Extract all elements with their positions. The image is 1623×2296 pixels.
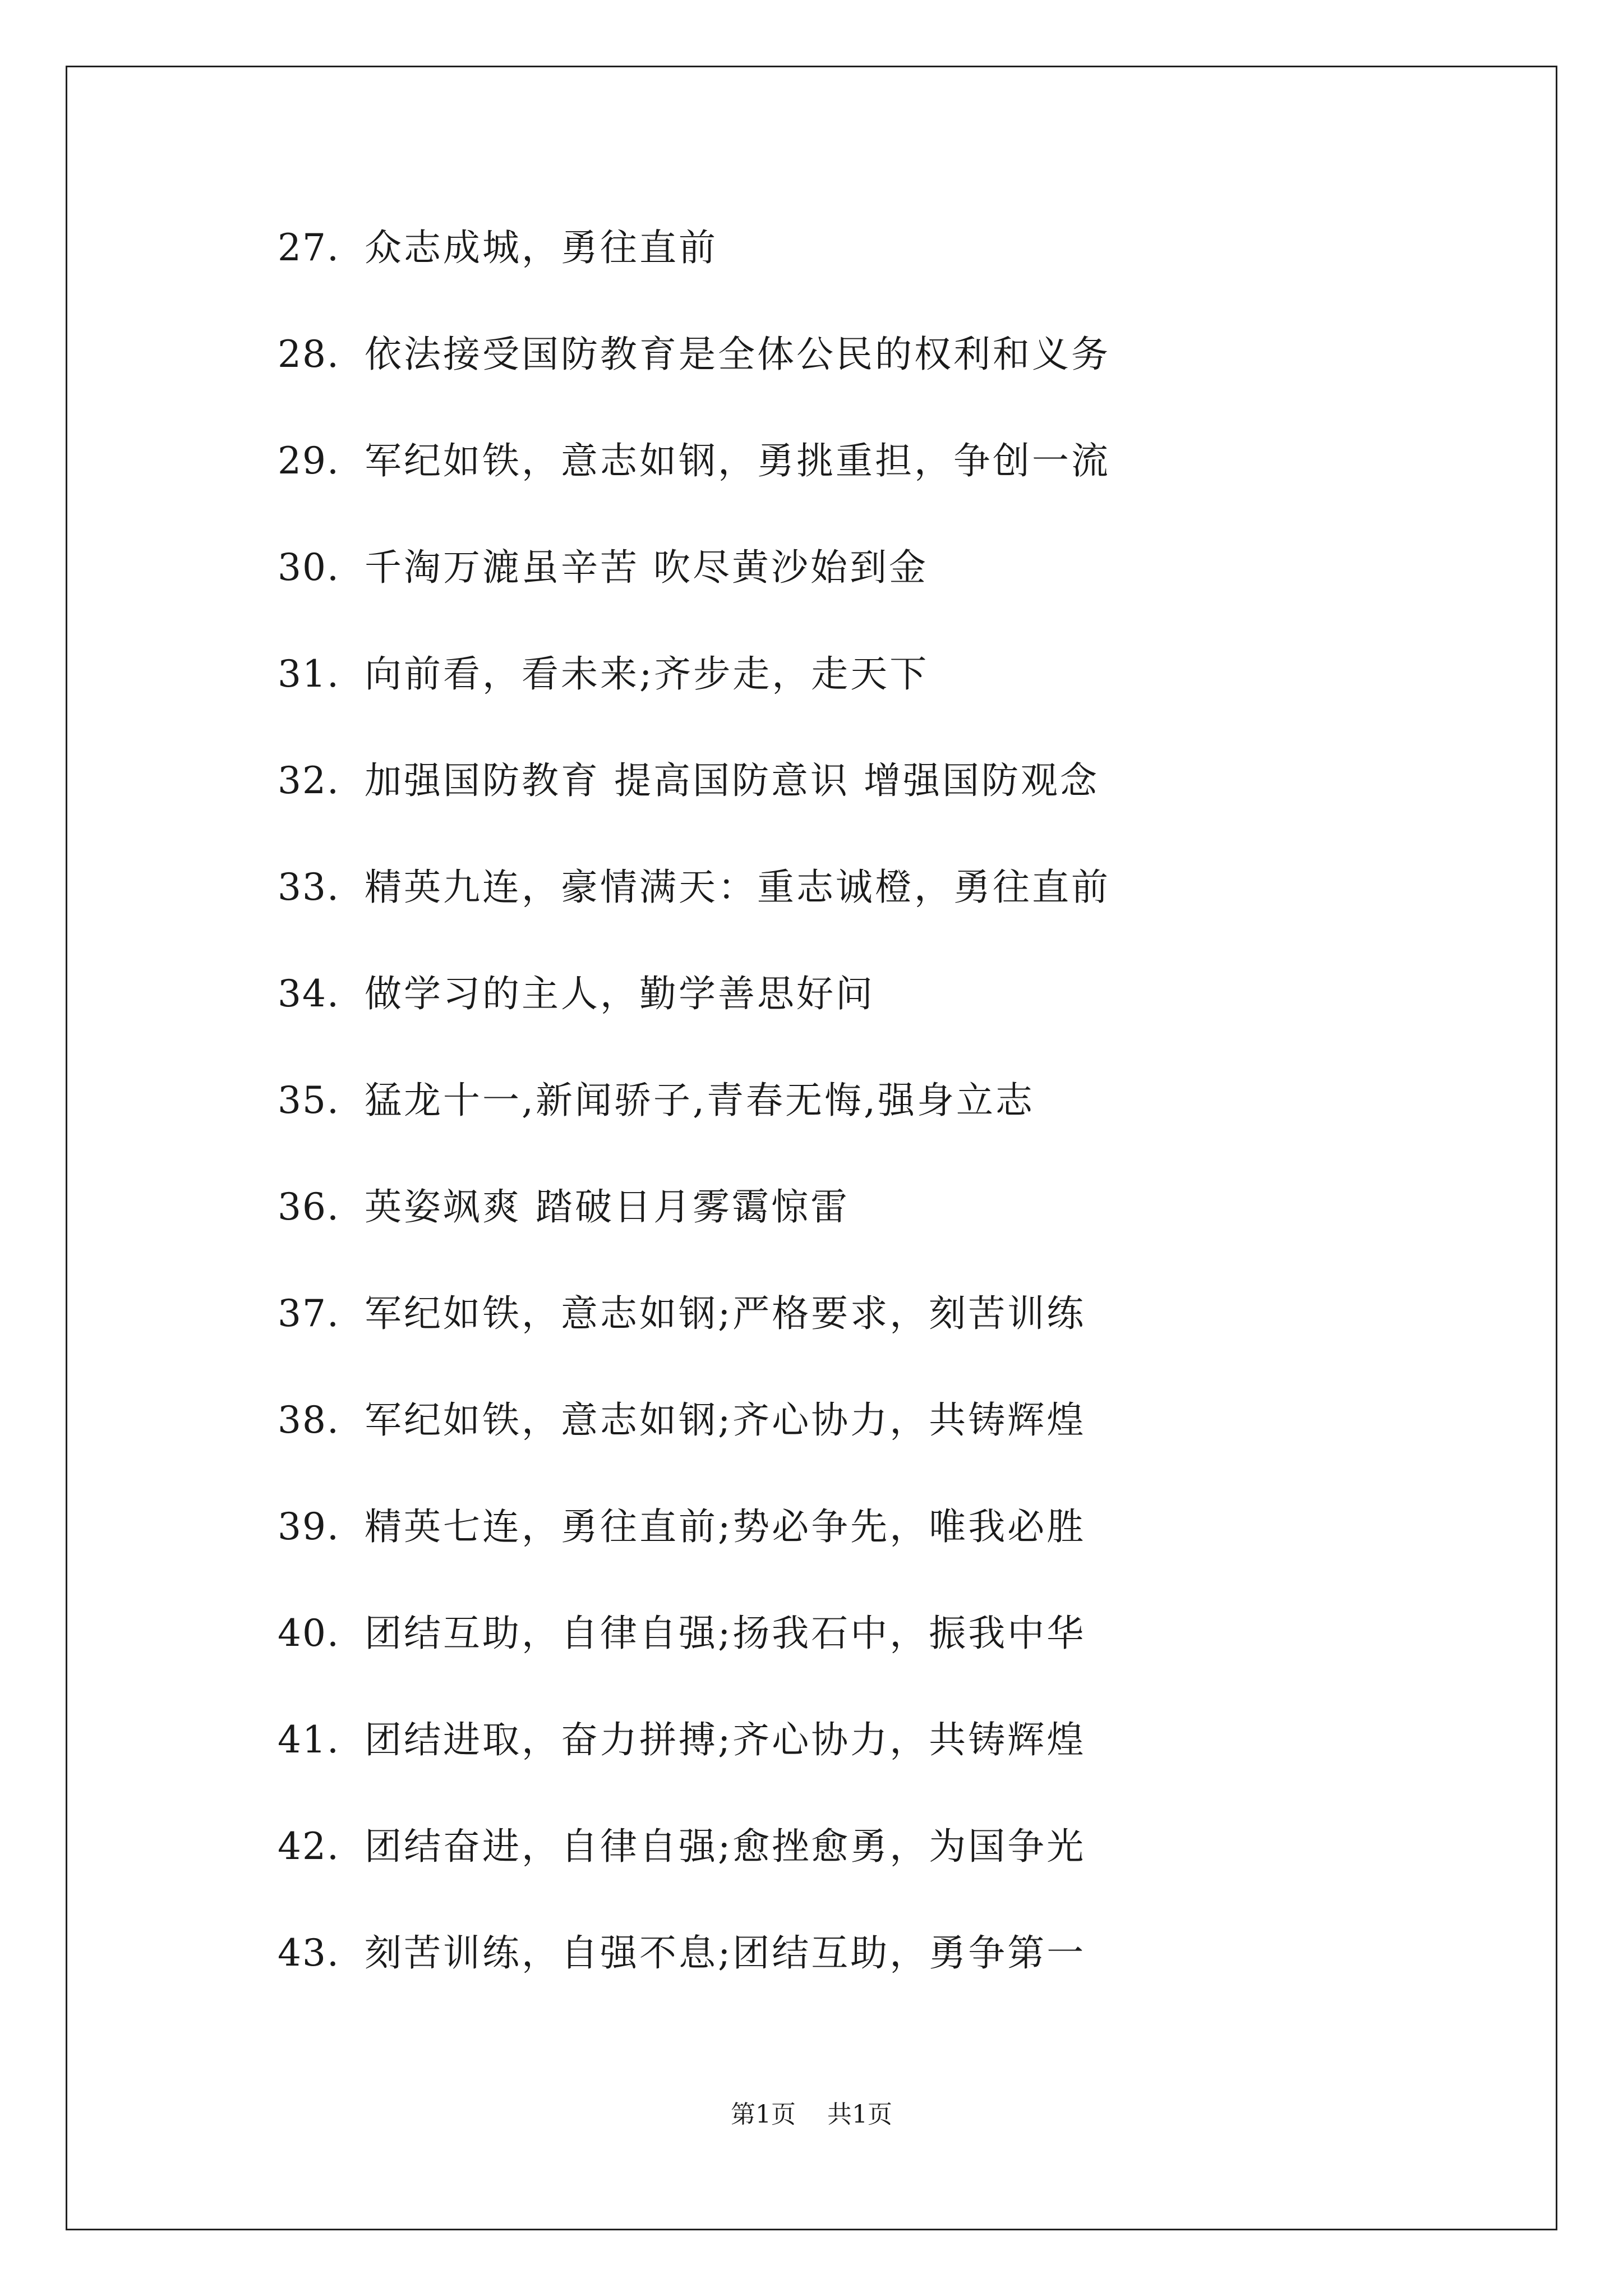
- list-item-number: 31.: [278, 652, 340, 696]
- list-item-text: 千淘万漉虽辛苦 吹尽黄沙始到金: [365, 546, 928, 589]
- list-item: [278, 1499, 1110, 1605]
- list-item-text: 团结进取，奋力拼搏;齐心协力，共铸辉煌: [365, 1718, 1086, 1761]
- list-item-text: 刻苦训练，自强不息;团结互助，勇争第一: [365, 1931, 1086, 1975]
- page-number-total: 共1页: [827, 2100, 892, 2129]
- list-item-number: 43.: [278, 1931, 340, 1975]
- list-item-number: 39.: [278, 1505, 340, 1548]
- list-item: [278, 1712, 1110, 1819]
- list-item: [278, 1073, 1110, 1179]
- list-item-text: 做学习的主人，勤学善思好问: [365, 972, 875, 1015]
- list-item-number: 28.: [278, 333, 340, 376]
- list-item: [278, 220, 1110, 326]
- list-item-number: 40.: [278, 1612, 340, 1655]
- list-item: [278, 753, 1110, 859]
- list-item-text: 猛龙十一,新闻骄子,青春无悔,强身立志: [365, 1079, 1035, 1122]
- list-item-number: 29.: [278, 439, 340, 482]
- list-item-number: 37.: [278, 1292, 340, 1335]
- list-item-text: 向前看，看未来;齐步走，走天下: [365, 652, 929, 696]
- list-item: [278, 1286, 1110, 1392]
- list-item-number: 38.: [278, 1398, 340, 1442]
- list-item-number: 27.: [278, 226, 340, 269]
- list-item-text: 军纪如铁，意志如钢;严格要求，刻苦训练: [365, 1292, 1086, 1335]
- list-item-number: 33.: [278, 866, 340, 909]
- list-item-number: 41.: [278, 1718, 340, 1761]
- list-item: [278, 1179, 1110, 1286]
- list-item: [278, 540, 1110, 646]
- list-item: [278, 1392, 1110, 1499]
- list-item-text: 加强国防教育 提高国防意识 增强国防观念: [365, 759, 1099, 802]
- list-item: [278, 1605, 1110, 1712]
- list-item-text: 英姿飒爽 踏破日月雾霭惊雷: [365, 1185, 850, 1228]
- list-item: [278, 966, 1110, 1073]
- slogan-list: [278, 220, 1110, 2032]
- page-footer: [0, 2098, 1623, 2132]
- list-item-number: 42.: [278, 1825, 340, 1868]
- list-item-text: 军纪如铁，意志如钢;齐心协力，共铸辉煌: [365, 1398, 1086, 1442]
- list-item-text: 依法接受国防教育是全体公民的权利和义务: [365, 333, 1110, 376]
- list-item-text: 众志成城，勇往直前: [365, 226, 718, 269]
- list-item-number: 34.: [278, 972, 340, 1015]
- page-number-current: 第1页: [731, 2100, 796, 2129]
- list-item-text: 精英七连，勇往直前;势必争先，唯我必胜: [365, 1505, 1086, 1548]
- list-item-text: 团结奋进，自律自强;愈挫愈勇，为国争光: [365, 1825, 1086, 1868]
- list-item-number: 36.: [278, 1185, 340, 1228]
- list-item-number: 35.: [278, 1079, 340, 1122]
- list-item: [278, 326, 1110, 433]
- list-item: [278, 433, 1110, 540]
- list-item-text: 精英九连，豪情满天：重志诚橙，勇往直前: [365, 866, 1110, 909]
- list-item: [278, 859, 1110, 966]
- list-item-text: 军纪如铁，意志如钢，勇挑重担，争创一流: [365, 439, 1110, 482]
- list-item-text: 团结互助，自律自强;扬我石中，振我中华: [365, 1612, 1086, 1655]
- list-item: [278, 1925, 1110, 2032]
- list-item: [278, 646, 1110, 753]
- list-item-number: 30.: [278, 546, 340, 589]
- list-item-number: 32.: [278, 759, 340, 802]
- list-item: [278, 1819, 1110, 1925]
